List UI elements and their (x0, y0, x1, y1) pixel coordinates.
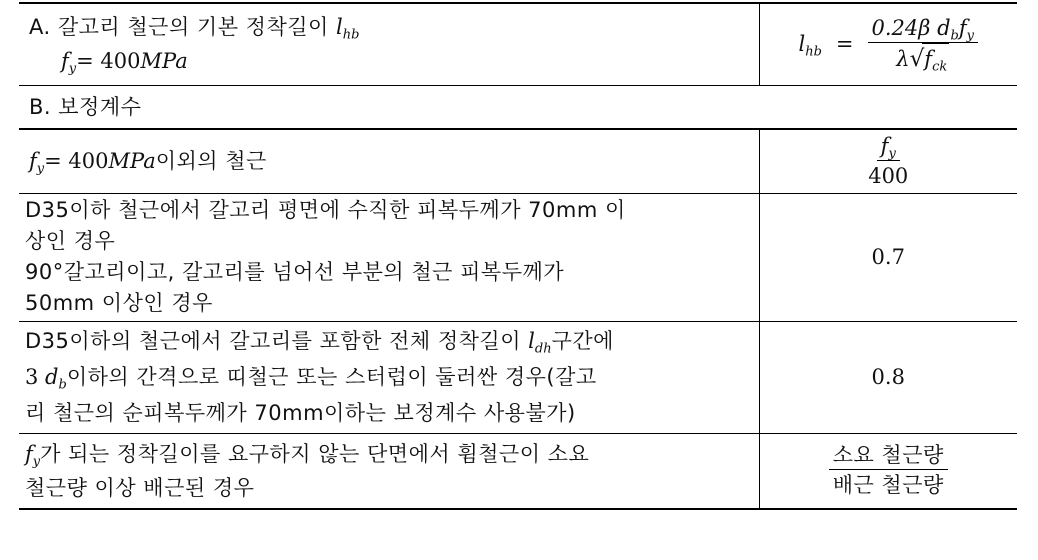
row-stirrup-enclosed (19, 321, 1017, 433)
row2-line4: 50mm 이상인 경우 (25, 291, 213, 315)
row-basic-anchorage (19, 3, 1017, 85)
row3-line1-suffix: 구간에 (551, 329, 614, 353)
cover-thickness-factor: 0.7 (759, 193, 1017, 321)
row2-line3: 90°갈고리이고, 갈고리를 넘어선 부분의 철근 피복두께가 (25, 260, 565, 284)
fy-other-factor (759, 129, 1017, 193)
stirrup-enclosed-factor: 0.8 (759, 321, 1017, 433)
fy-other-description (19, 129, 759, 193)
row1-description-text: 이외의 철근 (155, 149, 267, 174)
correction-factor-table-container (19, 2, 1017, 510)
row-cover-thickness (19, 193, 1017, 321)
cover-thickness-description (19, 193, 759, 321)
row1-fy-unit: MPa (108, 149, 156, 174)
lhb-symbol: l (335, 15, 343, 40)
excess-reinforcement-factor (759, 433, 1017, 509)
row-correction-header (19, 85, 1017, 129)
formula-fraction (868, 14, 979, 74)
row4-factor-numerator: 소요 철근량 (829, 441, 948, 470)
row-fy-other-than-400 (19, 129, 1017, 193)
formula-numerator-db-sub: b (950, 28, 959, 44)
formula-denominator-f: f (924, 47, 933, 72)
fy-value: = 400 (76, 49, 141, 74)
formula-lambda: λ (896, 47, 910, 72)
row4-fy-symbol: f (25, 441, 33, 466)
stirrup-enclosed-description (19, 321, 759, 433)
row1-fy-value: = 400 (44, 149, 109, 174)
formula-numerator-f: f (958, 16, 967, 41)
ldh-symbol: l (528, 329, 535, 353)
row-excess-reinforcement (19, 433, 1017, 509)
formula-lhs-symbol: l (798, 32, 806, 57)
formula-denominator-fck-sub: ck (932, 59, 948, 75)
row2-line1: D35이하 철근에서 갈고리 평면에 수직한 피복두께가 70mm 이 (25, 198, 626, 222)
row1-fy-symbol: f (29, 149, 37, 174)
row1-factor-denominator: 400 (868, 163, 909, 188)
row3-line2-text: 이하의 간격으로 띠철근 또는 스터럽이 둘러싼 경우(갈고 (66, 365, 597, 389)
sqrt-icon: √ (909, 46, 925, 73)
row4-line1-text: 가 되는 정착길이를 요구하지 않는 단면에서 휨철근이 소요 (40, 441, 590, 466)
row3-line1-text: D35이하의 철근에서 갈고리를 포함한 전체 정착길이 (25, 329, 529, 353)
correction-header-cell (19, 85, 1017, 129)
formula-lhs-subscript: hb (805, 44, 822, 60)
anchorage-length-table (19, 2, 1017, 510)
row1-factor-numerator-sub: y (888, 146, 896, 162)
excess-reinforcement-description (19, 433, 759, 509)
row1-fy-subscript: y (36, 161, 45, 177)
fy-subscript: y (68, 61, 77, 77)
basic-anchorage-title: A. 갈고리 철근의 기본 정착길이 (29, 15, 336, 40)
row1-factor-numerator: f (880, 133, 889, 158)
fy-symbol: f (61, 49, 69, 74)
formula-numerator: 0.24β d (871, 16, 951, 41)
db-subscript: b (58, 377, 67, 393)
row4-line2: 철근량 이상 배근된 경우 (25, 475, 255, 500)
formula-numerator-fy-sub: y (966, 28, 975, 44)
basic-anchorage-formula (759, 3, 1017, 85)
basic-anchorage-description (19, 3, 759, 85)
correction-header-title: B. 보정계수 (29, 94, 142, 119)
row4-fy-subscript: y (32, 454, 41, 470)
row4-factor-denominator: 배근 철근량 (832, 473, 944, 498)
row3-line3: 리 철근의 순피복두께가 70mm이하는 보정계수 사용불가) (25, 401, 576, 425)
lhb-subscript: hb (342, 27, 360, 43)
db-symbol: d (45, 365, 59, 389)
row2-line2: 상인 경우 (25, 229, 116, 253)
ldh-subscript: dh (534, 341, 552, 357)
row3-line2-number: 3 (25, 365, 46, 389)
formula-equals: = (835, 32, 854, 57)
fy-unit: MPa (140, 49, 188, 74)
